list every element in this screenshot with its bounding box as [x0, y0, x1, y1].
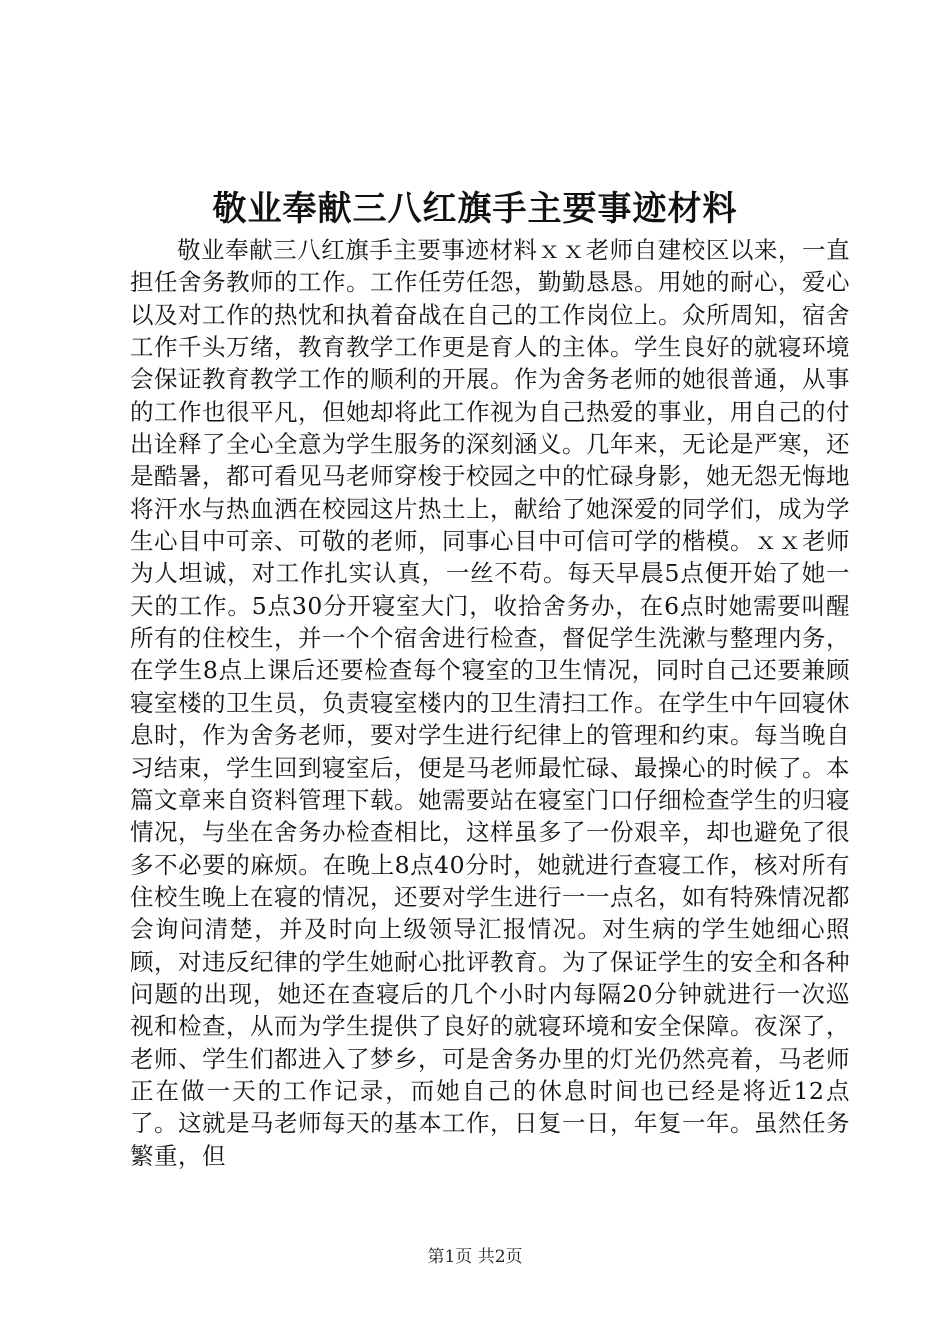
page-footer: 第1页 共2页 [427, 1247, 523, 1267]
document-body: 敬业奉献三八红旗手主要事迹材料ｘｘ老师自建校区以来，一直担任舍务教师的工作。工作任劳任怨，勤勤恳恳。用她的耐心，爱心以及对工作的热忱和执着奋战在自己的工作岗位上。众所周知，宿舍工作千头万绪，教育教学工作更是育人的主体。学生良好的就寝环境会保证教育教学工作的顺利的开展。作为舍务老师的她很普通，从事的工作也很平凡，但她却将此工作视为自己热爱的事业，用自己的付出诠释了全心全意为学生服务的深刻涵义。几年来，无论是严寒，还是酷暑，都可看见马老师穿梭于校园之中的忙碌身影，她无怨无悔地将汗水与热血洒在校园这片热土上，献给了她深爱的同学们，成为学生心目中可亲、可敬的老师，同事心目中可信可学的楷模。ｘｘ老师为人坦诚，对工作扎实认真，一丝不苟。每天早晨5点便开始了她一天的工作。5点30分开寝室大门，收拾舍务办，在6点时她需要叫醒所有的住校生，并一个个宿舍进行检查，督促学生洗漱与整理内务，在学生8点上课后还要检查每个寝室的卫生情况，同时自己还要兼顾寝室楼的卫生员，负责寝室楼内的卫生清扫工作。在学生中午回寝休息时，作为舍务老师，要对学生进行纪律上的管理和约束。每当晚自习结束，学生回到寝室后，便是马老师最忙碌、最操心的时候了。本篇文章来自资料管理下载。她需要站在寝室门口仔细检查学生的归寝情况，与坐在舍务办检查相比，这样虽多了一份艰辛，却也避免了很多不必要的麻烦。在晚上8点40分时，她就进行查寝工作，核对所有住校生晚上在寝的情况，还要对学生进行一一点名，如有特殊情况都会询问清楚，并及时向上级领导汇报情况。对生病的学生她细心照顾，对违反纪律的学生她耐心批评教育。为了保证学生的安全和各种问题的出现，她还在查寝后的几个小时内每隔20分钟就进行一次巡视和检查，从而为学生提供了良好的就寝环境和安全保障。夜深了，老师、学生们都进入了梦乡，可是舍务办里的灯光仍然亮着，马老师正在做一天的工作记录，而她自己的休息时间也已经是将近12点了。这就是马老师每天的基本工作，日复一日，年复一年。虽然任务繁重，但 [130, 236, 850, 1170]
document-title: 敬业奉献三八红旗手主要事迹材料 [212, 189, 738, 229]
